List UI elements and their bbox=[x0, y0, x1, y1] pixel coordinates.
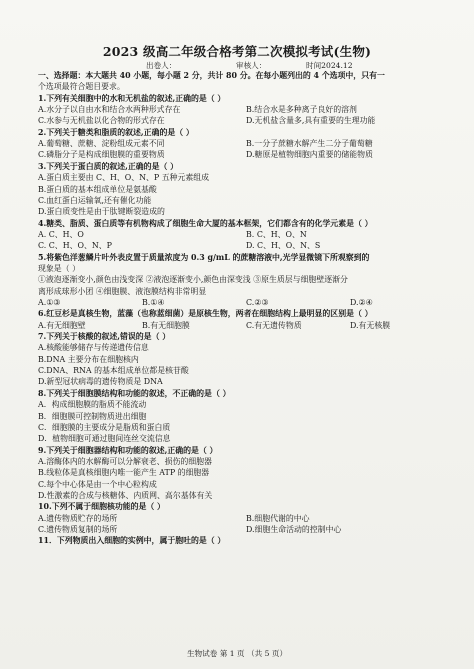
question-line: D.新型冠状病毒的遗传物质是 DNA bbox=[38, 377, 163, 387]
setter-label: 出卷人： bbox=[146, 61, 177, 70]
question-line: ①液泡逐渐变小,颜色由浅变深 ②液泡逐渐变小,颜色由深变浅 ③原生质层与细胞壁逐渐分 bbox=[38, 275, 348, 285]
question-line: D．植物细胞可通过胞间连丝交流信息 bbox=[38, 434, 171, 444]
answer-option: D.糖原是植物细胞内重要的储能物质 bbox=[246, 150, 373, 160]
answer-option: C.遗传物质复制的场所 bbox=[38, 525, 118, 534]
question-line: B．细胞膜可控制物质进出细胞 bbox=[38, 411, 147, 421]
answer-option: C.水参与无机盐以化合物的形式存在 bbox=[38, 116, 165, 126]
question-stem: 3.下列关于蛋白质的叙述,正确的是（ ） bbox=[38, 161, 178, 171]
answer-option: B.一分子蔗糖水解产生二分子葡萄糖 bbox=[246, 139, 373, 149]
question-line: B.线粒体是真核细胞内唯一能产生 ATP 的细胞器 bbox=[38, 468, 210, 478]
question-line: B.DNA 主要分布在细胞核内 bbox=[38, 354, 139, 364]
question-line: C.血红蛋白运输氧,还有催化功能 bbox=[38, 195, 152, 205]
question-line: A.核酸能够储存与传递遗传信息 bbox=[38, 343, 149, 353]
answer-option: C. C、H、O、N、P bbox=[38, 241, 112, 251]
question-stem: 4.糖类、脂质、蛋白质等有机物构成了细胞生命大厦的基本框架，它们都含有的化学元素是（ ） bbox=[38, 218, 373, 228]
answer-option: D.②④ bbox=[350, 298, 373, 307]
question-line: 离形成球形小团 ④细胞膜、液泡膜结构非常明显 bbox=[38, 286, 207, 296]
question-stem: 11．下列物质出入细胞的实例中，属于胞吐的是（ ） bbox=[38, 536, 226, 546]
page-footer: 生物试卷 第 1 页 （共 5 页） bbox=[186, 649, 288, 658]
exam-title: 2023 级高二年级合格考第二次模拟考试(生物) bbox=[102, 44, 372, 59]
answer-option: B. C、H、O、N bbox=[246, 229, 307, 239]
question-line: C.每个中心体是由一个中心粒构成 bbox=[38, 479, 157, 489]
question-line: D.蛋白质变性是由于肽键断裂造成的 bbox=[38, 207, 165, 217]
answer-option: A.水分子以自由水和结合水两种形式存在 bbox=[38, 105, 181, 115]
section-heading: 一、选择题：本大题共 40 小题，每小题 2 分，共计 80 分。在每小题列出的 4 个选项中，只有一 bbox=[38, 71, 385, 80]
reviewer-label: 审核人： bbox=[236, 61, 267, 70]
exam-date: 时间2024.12 bbox=[306, 61, 353, 70]
answer-option: B.①④ bbox=[142, 298, 165, 307]
answer-option: C.②③ bbox=[246, 298, 269, 307]
answer-option: C.磷脂分子是构成细胞膜的重要物质 bbox=[38, 150, 165, 160]
answer-option: A.有无细胞壁 bbox=[38, 320, 86, 330]
question-line: 现象是（ ） bbox=[38, 263, 80, 273]
answer-option: D.无机盐含量多,具有重要的生理功能 bbox=[246, 116, 376, 126]
answer-option: A.葡萄糖、蔗糖、淀粉组成元素不同 bbox=[38, 139, 165, 149]
question-stem: 7.下列关于核酸的叙述,错误的是（ ） bbox=[38, 332, 171, 342]
question-line: C.DNA、RNA 的基本组成单位都是核苷酸 bbox=[38, 366, 189, 376]
question-line: D.性激素的合成与核糖体、内质网、高尔基体有关 bbox=[38, 490, 213, 500]
answer-option: B.结合水是多种离子良好的溶剂 bbox=[246, 105, 357, 115]
question-stem: 1.下列有关细胞中的水和无机盐的叙述,正确的是（ ） bbox=[38, 93, 226, 103]
question-stem: 8.下列关于细胞膜结构和功能的叙述，不正确的是（ ） bbox=[38, 388, 231, 398]
section-heading-cont: 个选项最符合题目要求。 bbox=[38, 82, 125, 92]
answer-option: B.细胞代谢的中心 bbox=[246, 513, 310, 523]
question-line: C．细胞膜的主要成分是脂质和蛋白质 bbox=[38, 422, 171, 432]
question-stem: 9.下列关于细胞器结构和功能的叙述,正确的是（ ） bbox=[38, 445, 218, 455]
question-line: A．构成细胞膜的脂质不能流动 bbox=[38, 400, 147, 410]
question-stem: 10.下列不属于细胞核功能的是（ ） bbox=[38, 502, 165, 512]
question-stem: 6.红豆杉是真核生物，蓝藻（也称蓝细菌）是原核生物，两者在细胞结构上最明显的区别是（ ） bbox=[38, 309, 373, 319]
answer-option: A.遗传物质贮存的场所 bbox=[38, 513, 118, 523]
answer-option: D. C、H、O、N、S bbox=[246, 241, 321, 251]
answer-option: C.有无遗传物质 bbox=[246, 320, 302, 330]
question-stem: 2.下列关于糖类和脂质的叙述,正确的是（ ） bbox=[38, 127, 194, 137]
answer-option: B.有无细胞膜 bbox=[142, 320, 190, 330]
answer-option: A. C、H、O bbox=[38, 229, 84, 239]
question-line: A.蛋白质主要由 C、H、O、N、P 五种元素组成 bbox=[38, 173, 210, 183]
answer-option: A.①③ bbox=[38, 298, 61, 307]
answer-option: D.细胞生命活动的控制中心 bbox=[246, 525, 342, 534]
question-line: B.蛋白质的基本组成单位是氨基酸 bbox=[38, 184, 157, 194]
question-stem: 5.将紫色洋葱鳞片叶外表皮置于质量浓度为 0.3 g/mL 的蔗糖溶液中,光学显微镜下所观察到的 bbox=[38, 252, 370, 262]
answer-option: D.有无核膜 bbox=[350, 320, 391, 330]
question-line: A.溶酶体内的水解酶可以分解衰老、损伤的细胞器 bbox=[38, 456, 212, 466]
